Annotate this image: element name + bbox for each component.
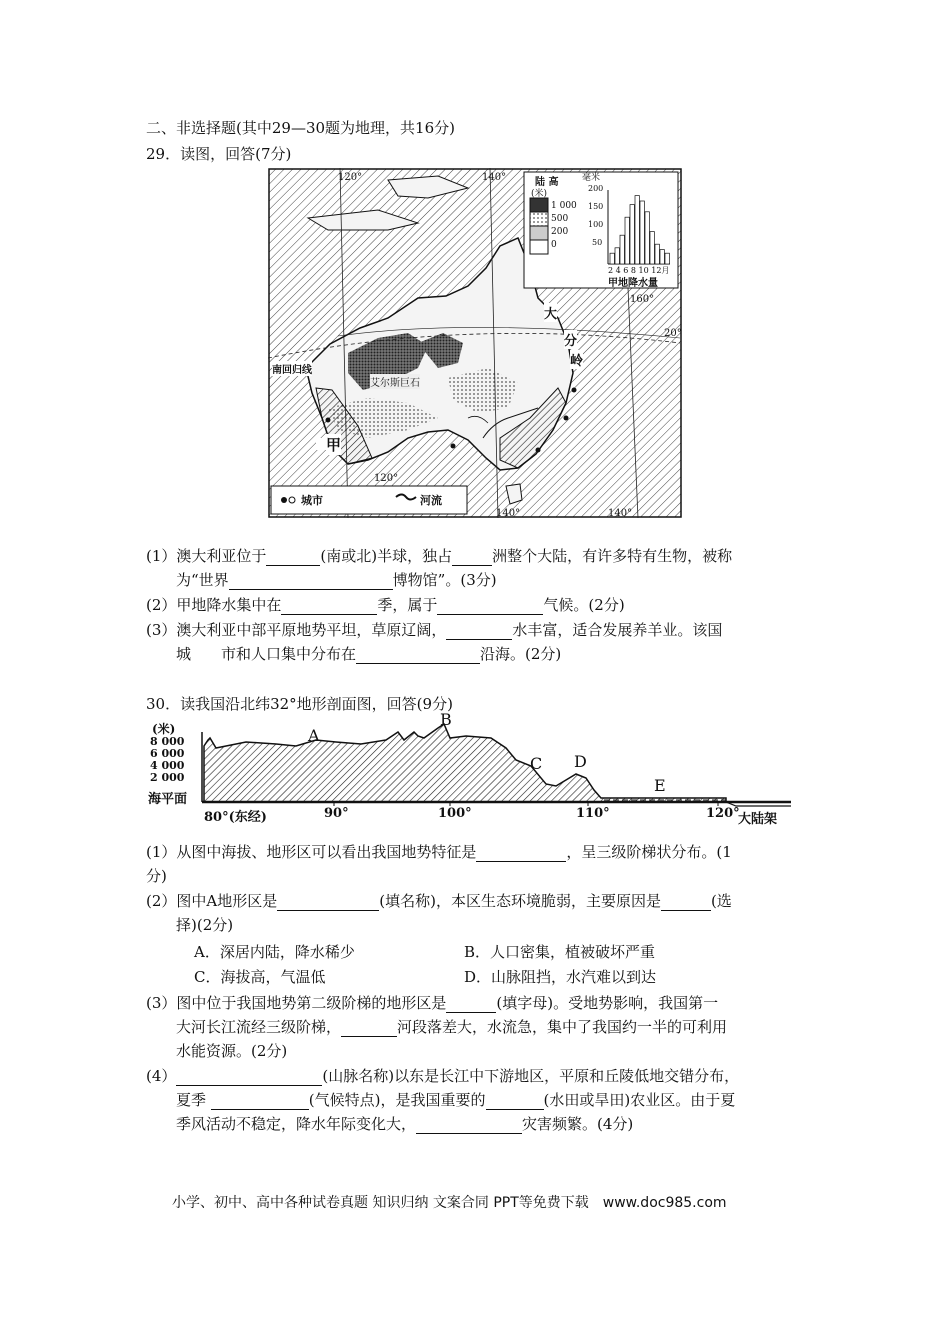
- answer-blank[interactable]: [229, 573, 393, 590]
- q30-p3-text: (填字母)。受地势影响，我国第一: [496, 994, 719, 1012]
- fen-label: 分: [564, 330, 577, 349]
- q30-p2-text: (2）图中A地形区是: [146, 892, 278, 910]
- option-a[interactable]: A．深居内陆，降水稀少: [194, 943, 355, 961]
- answer-blank[interactable]: [277, 894, 379, 911]
- legend-level-1: 1 000: [551, 201, 577, 211]
- q29-p3-text: 水丰富，适合发展养羊业。该国: [512, 621, 723, 639]
- precip-bar-6: [635, 196, 639, 264]
- q30-p4-text: (水田或旱田)农业区。由于夏: [543, 1091, 736, 1109]
- shelf-label: 大陆架: [738, 812, 778, 827]
- chart-caption: 甲地降水量: [608, 278, 658, 289]
- terrain-profile: [146, 710, 796, 828]
- q29-p3-text: 沿海。(2分): [480, 645, 562, 663]
- answer-blank[interactable]: [437, 598, 543, 615]
- jia-label: 甲: [326, 436, 342, 454]
- lat-label: 20°: [664, 328, 682, 339]
- letter-a: A: [308, 726, 320, 745]
- precip-bar-5: [630, 205, 634, 264]
- chart-y-tick: 50: [592, 238, 603, 247]
- q29-p3-line1: [146, 620, 722, 640]
- answer-blank[interactable]: [281, 598, 377, 615]
- answer-blank[interactable]: [176, 1069, 322, 1086]
- city-legend-label: 城市: [301, 494, 323, 507]
- letter-c: C: [530, 754, 543, 773]
- q30-p2-text: (填名称)，本区生态环境脆弱，主要原因是: [379, 892, 661, 910]
- q30-p1-text: ，呈三级阶梯状分布。(1: [566, 843, 732, 861]
- q29-p3-text: 城 市和人口集中分布在: [176, 645, 357, 663]
- q29-p1-text: 洲整个大陆，有许多特有生物，被称: [492, 547, 733, 565]
- chart-y-tick: 200: [588, 184, 604, 193]
- answer-blank[interactable]: [476, 845, 566, 862]
- lon-label: 140°: [482, 172, 507, 183]
- lon-label: 140°: [608, 508, 633, 519]
- footer-text: 小学、初中、高中各种试卷真题 知识归纳 文案合同 PPT等免费下载 www.doc985.com: [172, 1195, 727, 1211]
- q30-p3-line3: 水能资源。(2分): [176, 1042, 288, 1060]
- q29-p2: [146, 595, 625, 615]
- legend-unit: (米): [531, 189, 548, 199]
- legend-level-4: 0: [551, 240, 557, 250]
- answer-blank[interactable]: [446, 996, 496, 1013]
- answer-blank[interactable]: [211, 1093, 309, 1110]
- precip-bar-11: [660, 250, 664, 264]
- answer-blank[interactable]: [341, 1020, 397, 1037]
- q30-p4-text: 灾害频繁。(4分): [522, 1115, 634, 1133]
- q30-p4-text: 夏季: [176, 1091, 207, 1109]
- q30-p4-line1: [146, 1066, 739, 1086]
- q30-p4-text: (山脉名称)以东是长江中下游地区，平原和丘陵低地交错分布，: [322, 1067, 740, 1085]
- river-legend-label: 河流: [420, 494, 442, 507]
- q30-p2-line1: [146, 891, 732, 911]
- q30-p4-line2: [176, 1090, 735, 1110]
- answer-blank[interactable]: [266, 549, 320, 566]
- q29-p1-text: 为“世界: [176, 571, 229, 589]
- chart-unit: 毫米: [582, 173, 601, 183]
- legend-title: 陆 高: [535, 177, 559, 188]
- q30-p2-text: (选: [710, 892, 732, 910]
- x-label-110: 110°: [576, 806, 610, 821]
- q29-p3-text: (3）澳大利亚中部平原地势平坦，草原辽阔，: [146, 621, 447, 639]
- q30-p2-line2: 择)(2分): [176, 916, 234, 934]
- precip-bar-12: [665, 253, 669, 264]
- x-label-120: 120°: [706, 806, 740, 821]
- q30-p4-text: 季风活动不稳定，降水年际变化大，: [176, 1115, 417, 1133]
- precip-bar-1: [610, 253, 614, 264]
- sea-level-label: 海平面: [148, 792, 188, 807]
- lon-label: 120°: [374, 473, 399, 484]
- letter-d: D: [574, 752, 587, 771]
- option-d[interactable]: D．山脉阻挡，水汽难以到达: [464, 968, 657, 986]
- q29-p3-line2: [176, 644, 561, 664]
- profile-y-label: 6 000: [150, 747, 185, 760]
- letter-e: E: [654, 776, 666, 795]
- precip-bar-4: [625, 217, 629, 264]
- tropic-label: 南回归线: [272, 361, 312, 376]
- answer-blank[interactable]: [446, 623, 512, 640]
- q29-p2-text: 季，属于: [377, 596, 438, 614]
- profile-terrain: [204, 724, 726, 802]
- q30-p1-line1: [146, 842, 732, 862]
- answer-blank[interactable]: [416, 1117, 522, 1134]
- x-label-80: 80°(东经): [204, 810, 267, 825]
- q30-p3-text: 河段落差大，水流急，集中了我国约一半的可利用: [397, 1018, 728, 1036]
- precip-bar-10: [655, 244, 659, 264]
- precip-bar-7: [640, 201, 644, 264]
- x-label-90: 90°: [324, 806, 349, 821]
- q29-p1-text: 博物馆”。(3分): [392, 571, 497, 589]
- answer-blank[interactable]: [661, 894, 711, 911]
- q30-p1-line2: 分): [146, 867, 167, 885]
- precip-bar-9: [650, 232, 654, 264]
- q30-p3-text: 大河长江流经三级阶梯，: [176, 1018, 342, 1036]
- precip-bar-2: [615, 248, 619, 264]
- q29-p1-text: (南或北)半球，独占: [320, 547, 453, 565]
- q29-p1-text: (1）澳大利亚位于: [146, 547, 267, 565]
- lon-label: 140°: [496, 508, 521, 519]
- rock-label: 艾尔斯巨石: [370, 374, 420, 389]
- da-label: 大: [544, 303, 557, 322]
- profile-y-label: 2 000: [150, 771, 185, 784]
- chart-y-tick: 150: [588, 202, 604, 211]
- ling-label: 岭: [570, 350, 583, 369]
- profile-y-label: 8 000: [150, 735, 185, 748]
- letter-b: B: [440, 710, 452, 729]
- q30-p3-text: (3）图中位于我国地势第二级阶梯的地形区是: [146, 994, 447, 1012]
- chart-y-tick: 100: [588, 220, 604, 229]
- q29-p2-text: 气候。(2分): [543, 596, 625, 614]
- legend-level-3: 200: [551, 227, 569, 237]
- q30-p4-text: (4）: [146, 1067, 177, 1085]
- lon-label: 120°: [338, 172, 363, 183]
- x-label-100: 100°: [438, 806, 472, 821]
- lon-label: 160°: [630, 294, 655, 305]
- precip-bar-3: [620, 235, 624, 264]
- legend-level-2: 500: [551, 214, 569, 224]
- answer-blank[interactable]: [486, 1093, 544, 1110]
- q30-stem: 30．读我国沿北纬32°地形剖面图，回答(9分): [146, 695, 453, 713]
- option-c[interactable]: C．海拔高，气温低: [194, 968, 326, 986]
- q30-p3-line2: [176, 1017, 727, 1037]
- australia-map: [268, 168, 682, 518]
- q29-p2-text: (2）甲地降水集中在: [146, 596, 282, 614]
- q29-stem: 29．读图，回答(7分): [146, 145, 292, 163]
- q30-p3-line1: [146, 993, 718, 1013]
- profile-unit: (米): [152, 722, 176, 736]
- q30-p1-text: (1）从图中海拔、地形区可以看出我国地势特征是: [146, 843, 477, 861]
- answer-blank[interactable]: [452, 549, 492, 566]
- section-title: 二、非选择题(其中29—30题为地理，共16分): [146, 119, 455, 137]
- profile-y-label: 4 000: [150, 759, 185, 772]
- q30-p4-text: (气候特点)，是我国重要的: [308, 1091, 486, 1109]
- answer-blank[interactable]: [356, 647, 480, 664]
- q30-p4-line3: [176, 1114, 633, 1134]
- q29-p1-line1: [146, 546, 732, 566]
- q29-p1-line2: [176, 570, 497, 590]
- precip-bar-8: [645, 212, 649, 264]
- option-b[interactable]: B．人口密集，植被破坏严重: [464, 943, 656, 961]
- chart-x-ticks: 2 4 6 8 10 12月: [608, 266, 670, 275]
